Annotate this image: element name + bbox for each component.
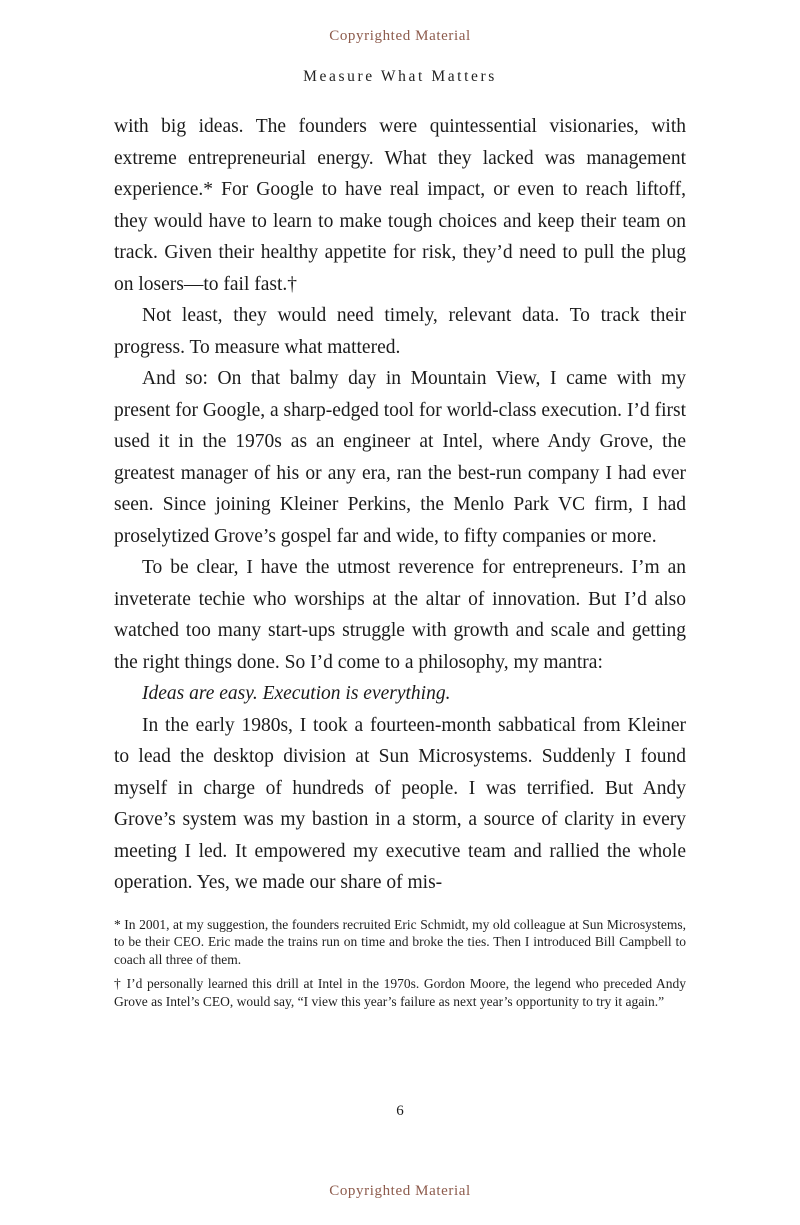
copyright-notice-top: Copyrighted Material xyxy=(329,28,471,44)
paragraph: To be clear, I have the utmost reverence for entrepreneurs. I’m an inveterate techie who worships at the altar of innovation. But I’d also watched too many start-ups struggle with growth and scale and getting the right things done. So I’d come to a philosophy, my mantra: xyxy=(114,557,686,673)
footnotes-section xyxy=(114,916,686,1011)
page-number: 6 xyxy=(396,1103,404,1119)
copyright-notice-bottom: Copyrighted Material xyxy=(329,1183,471,1199)
paragraph-continuation: with big ideas. The founders were quintessential visionaries, with extreme entrepreneurial energy. What they lacked was management experience.* For Google to have real impact, or even to reach liftoff, they would have to learn to make tough choices and keep their team on track. Given their healthy appetite for risk, they’d need to pull the plug on losers—to fail fast.† xyxy=(114,116,686,295)
footnote-dagger: † I’d personally learned this drill at Intel in the 1970s. Gordon Moore, the legend who preceded Andy Grove as Intel’s CEO, would say, “I view this year’s failure as next year’s opportunity to try it again.” xyxy=(114,976,686,1009)
running-head-title: Measure What Matters xyxy=(303,68,497,85)
body-text xyxy=(114,111,686,899)
footnote-asterisk: * In 2001, at my suggestion, the founders recruited Eric Schmidt, my old colleague at Sun Microsystems, to be their CEO. Eric made the trains run on time and broke the ties. Then I introduced Bill Campbell to coach all three of them. xyxy=(114,916,686,967)
paragraph-mantra: Ideas are easy. Execution is everything. xyxy=(142,683,451,704)
paragraph: Not least, they would need timely, relevant data. To track their progress. To measure what mattered. xyxy=(114,305,686,358)
paragraph: In the early 1980s, I took a fourteen-month sabbatical from Kleiner to lead the desktop division at Sun Microsystems. Suddenly I found myself in charge of hundreds of people. I was terrified. But Andy Grove’s system was my bastion in a storm, a source of clarity in every meeting I led. It empowered my executive team and rallied the whole operation. Yes, we made our share of mis- xyxy=(114,714,686,893)
paragraph: And so: On that balmy day in Mountain View, I came with my present for Google, a sharp-edged tool for world-class execution. I’d first used it in the 1970s as an engineer at Intel, where Andy Grove, the greatest manager of his or any era, ran the best-run company I had ever seen. Since joining Kleiner Perkins, the Menlo Park VC firm, I had proselytized Grove’s gospel far and wide, to fifty companies or more. xyxy=(114,368,686,547)
